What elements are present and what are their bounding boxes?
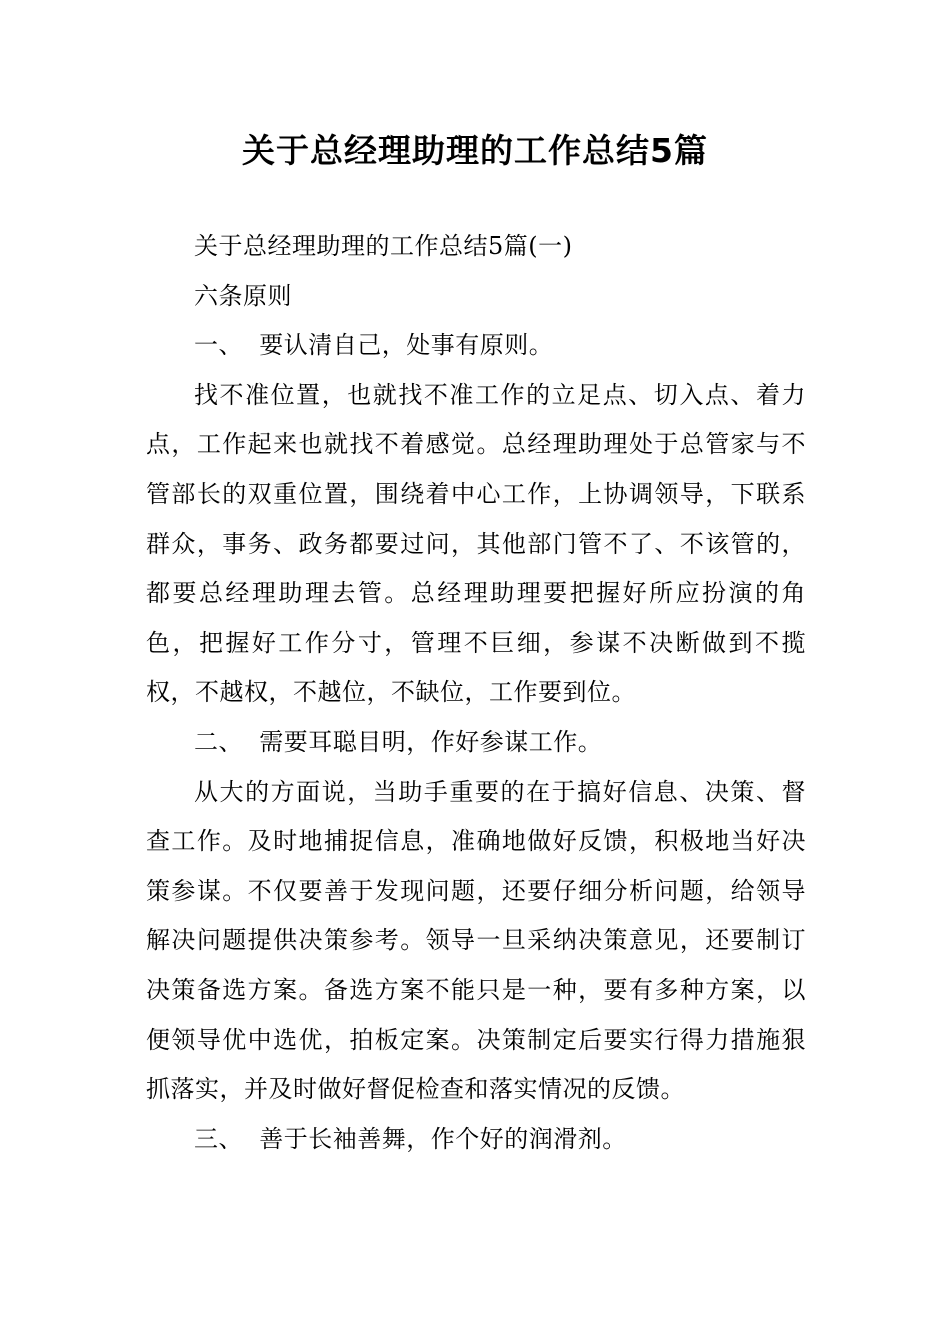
body-paragraph-2: 从大的方面说，当助手重要的在于搞好信息、决策、督查工作。及时地捕捉信息，准确地做好反馈，积极地当好决策参谋。不仅要善于发现问题，还要仔细分析问题，给领导解决问题提供决策参考。领导一旦采纳决策意见，还要制订决策备选方案。备选方案不能只是一种，要有多种方案，以便领导优中选优，拍板定案。决策制定后要实行得力措施狠抓落实，并及时做好督促检查和落实情况的反馈。 [146,777,806,1104]
section-heading: 六条原则 [194,281,292,310]
subtitle-line: 关于总经理助理的工作总结5篇(一) [194,232,573,260]
document-body [146,222,806,1164]
document-title: 关于总经理助理的工作总结5篇 [242,131,708,170]
principle-heading-3: 三、 善于长袖善舞，作个好的润滑剂。 [194,1124,627,1153]
body-paragraph-1: 找不准位置，也就找不准工作的立足点、切入点、着力点，工作起来也就找不着感觉。总经理助理处于总管家与不管部长的双重位置，围绕着中心工作，上协调领导，下联系群众，事务、政务都要过问，其他部门管不了、不该管的，都要总经理助理去管。总经理助理要把握好所应扮演的角色，把握好工作分寸，管理不巨细，参谋不决断做到不揽权，不越权，不越位，不缺位，工作要到位。 [146,380,806,707]
principle-heading-2: 二、 需要耳聪目明，作好参谋工作。 [194,727,603,756]
principle-heading-1: 一、 要认清自己，处事有原则。 [194,331,554,360]
